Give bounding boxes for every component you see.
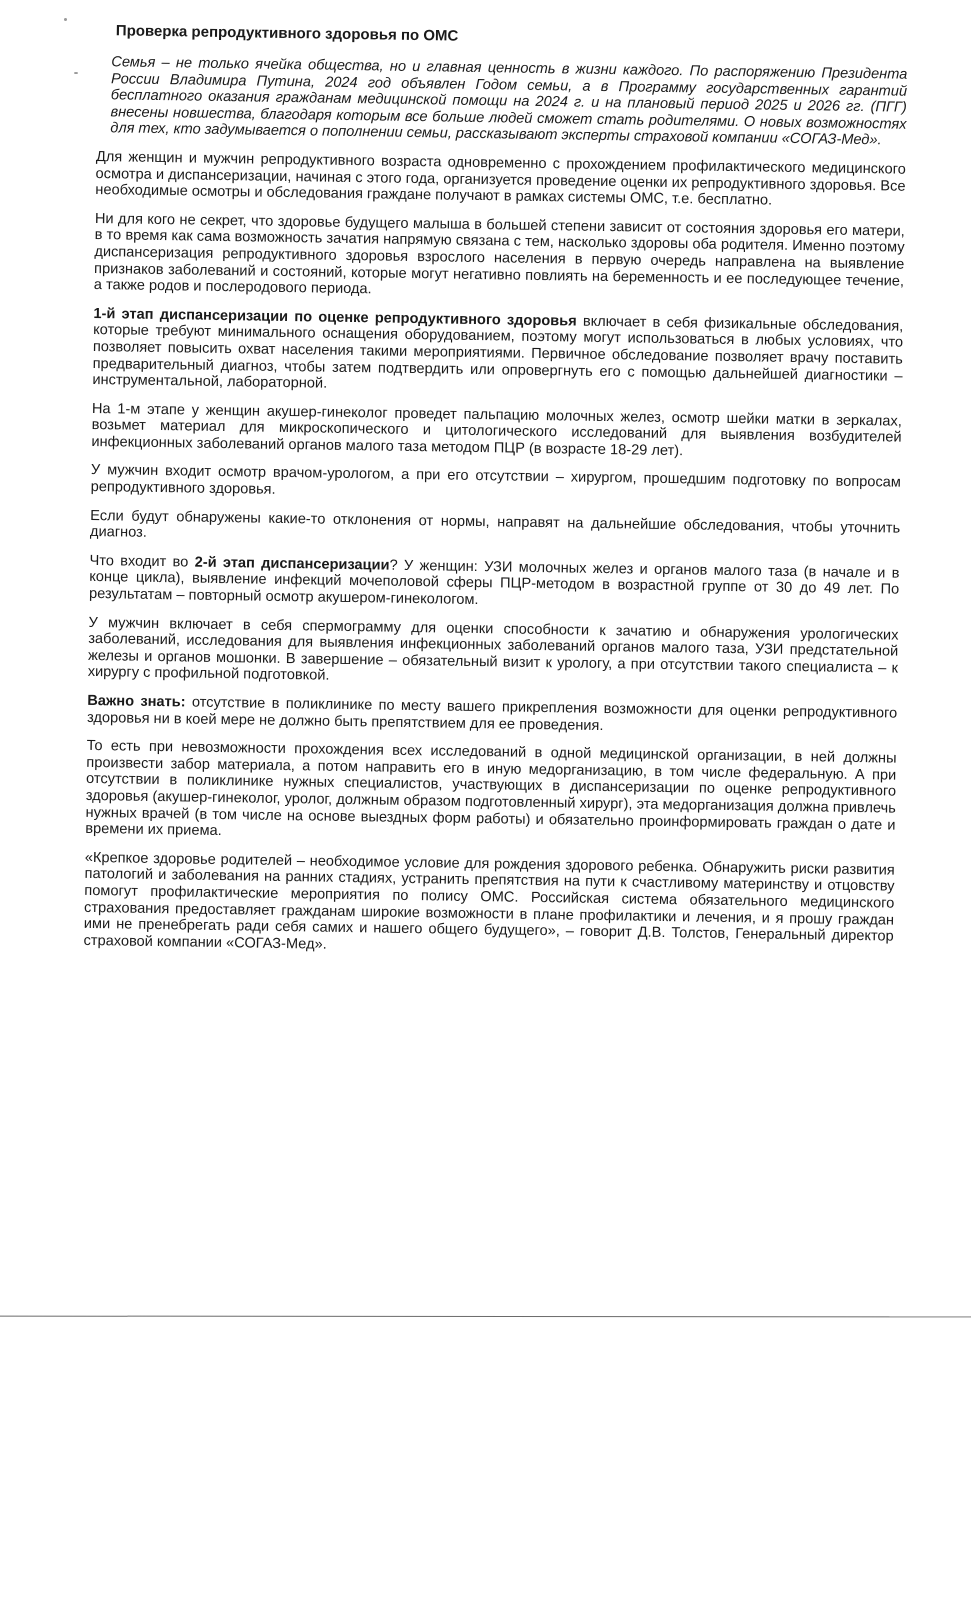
paragraph-7 (89, 553, 900, 615)
scan-speck (64, 18, 67, 21)
scan-speck (74, 72, 78, 74)
stage-2-heading: 2-й этап диспансеризации (194, 554, 390, 574)
lead-paragraph: Семья – не только ячейка общества, но и главная ценность в жизни каждого. По распоряжению Президента России Владимира Путина, 2024 год объявлен Годом семьи, а в Программу государственных гарантий бесплатного оказания гражданам медицинской помощи на 2024 г. и на плановый период 2025 и 2026 гг. (ПГГ) внесены новшества, благодаря которым все больше людей сможет стать родителями. О новых возможностях для тех, кто задумывается о пополнении семьи, рассказывают эксперты страховой компании «СОГАЗ-Мед». (110, 54, 908, 149)
document-body (83, 22, 908, 974)
paragraph-7-text: ? У женщин: УЗИ молочных желез и органов малого таза (в начале и в конце цикла), выявление инфекций мочеполовой сферы ПЦР-методом в возрастной группе от 30 до 49 лет. По результатам – повторный осмотр акушером-гинекологом. (88, 557, 900, 609)
scan-fold-line (0, 1316, 971, 1318)
stage-1-heading: 1-й этап диспансеризации по оценке репродуктивного здоровья (93, 305, 577, 330)
paragraph-10: То есть при невозможности прохождения всех исследований в одной медицинской организации, в ней должны произвести забор материала, а потом направить его в иную медорганизацию, в том числе федеральную. А при отсутствии в поликлинике нужных специалистов, участвующих в диспансеризации по оценке репродуктивного здоровья (акушер-гинеколог, уролог, должным образом подготовленный хирург), эта медорганизация должна привлечь нужных врачей (в том числе на основе выездных форм работы) и обязательно проинформировать граждан о дате и времени их приема. (85, 738, 897, 840)
important-note-label: Важно знать: (87, 692, 186, 711)
paragraph-4: На 1-м этапе у женщин акушер-гинеколог проведет пальпацию молочных желез, осмотр шейки матки в зеркалах, возьмет материал для микроскопического и цитологического исследований для выявления возбудителей инфекционных заболеваний органов малого таза методом ПЦР (в возрасте 18-29 лет). (91, 400, 902, 460)
paragraph-5: У мужчин входит осмотр врачом-урологом, а при его отсутствии – хирургом, прошедшим подготовку по вопросам репродуктивного здоровья. (90, 462, 901, 498)
paragraph-7-intro: Что входит во (89, 552, 195, 571)
paragraph-3-text: включает в себя физикальные обследования, которые требуют минимального оснащения оборудованием, поэтому могут использоваться в любых условиях, что позволяет повысить охват населения такими мероприятиями. Первичное обследование позволяет врачу поставить предварительный диагноз, чтобы затем подтвердить или опровергнуть его с помощью дальнейшей диагностики – инструментальной, лабораторной. (92, 313, 904, 392)
paragraph-9 (87, 693, 897, 739)
paragraph-1: Для женщин и мужчин репродуктивного возраста одновременно с прохождением профилактического медицинского осмотра и диспансеризации, начиная с этого года, организуется проведение оценки их репродуктивного здоровья. Все необходимые осмотры и обследования граждане получают в рамках системы ОМС, т.е. бесплатно. (95, 148, 906, 209)
paragraph-2: Ни для кого не секрет, что здоровье будущего малыша в большей степени зависит от состояния здоровья его матери, в то время как сама возможность зачатия напрямую связана с тем, насколько здоровы оба родителя. Именно поэтому диспансеризация репродуктивного здоровья взрослого населения в первую очередь направлена на выявление признаков заболеваний и состояний, которые могут негативно повлиять на беременность и ее последующее течение, а также родов и послеродового периода. (93, 210, 905, 298)
document-title: Проверка репродуктивного здоровья по ОМС (115, 22, 459, 45)
paragraph-8: У мужчин включает в себя спермограмму для оценки способности к зачатию и обнаружения урологических заболеваний, исследования для выявления инфекционных заболеваний органов малого таза, УЗИ предстательной железы и органов мошонки. В завершение – обязательный визит к урологу, а при отсутствии такого специалиста – к хирургу с профильной подготовкой. (87, 614, 899, 685)
paragraph-11-quote: «Крепкое здоровье родителей – необходимое условие для рождения здорового ребенка. Обнаружить риски развития патологий и заболевания на ранних стадиях, устранить препятствия на пути к счастливому материнству и отцовству помогут профилактические мероприятия по полису ОМС. Российская система обязательного медицинского страхования предоставляет гражданам широкие возможности в плане профилактики и лечения, и я прошу граждан ими не пренебрегать ради себя самих и нашего общего будущего», – говорит Д.В. Толстов, Генеральный директор страховой компании «СОГАЗ-Мед». (83, 849, 895, 953)
paragraph-6: Если будут обнаружены какие-то отклонения от нормы, направят на дальнейшие обследования, чтобы уточнить диагноз. (89, 507, 901, 542)
paragraph-3 (92, 306, 903, 402)
paragraph-9-text: отсутствие в поликлинике по месту вашего прикрепления возможности для оценки репродуктивного здоровья ни в коей мере не должно быть препятствием для ее проведения. (86, 694, 898, 734)
